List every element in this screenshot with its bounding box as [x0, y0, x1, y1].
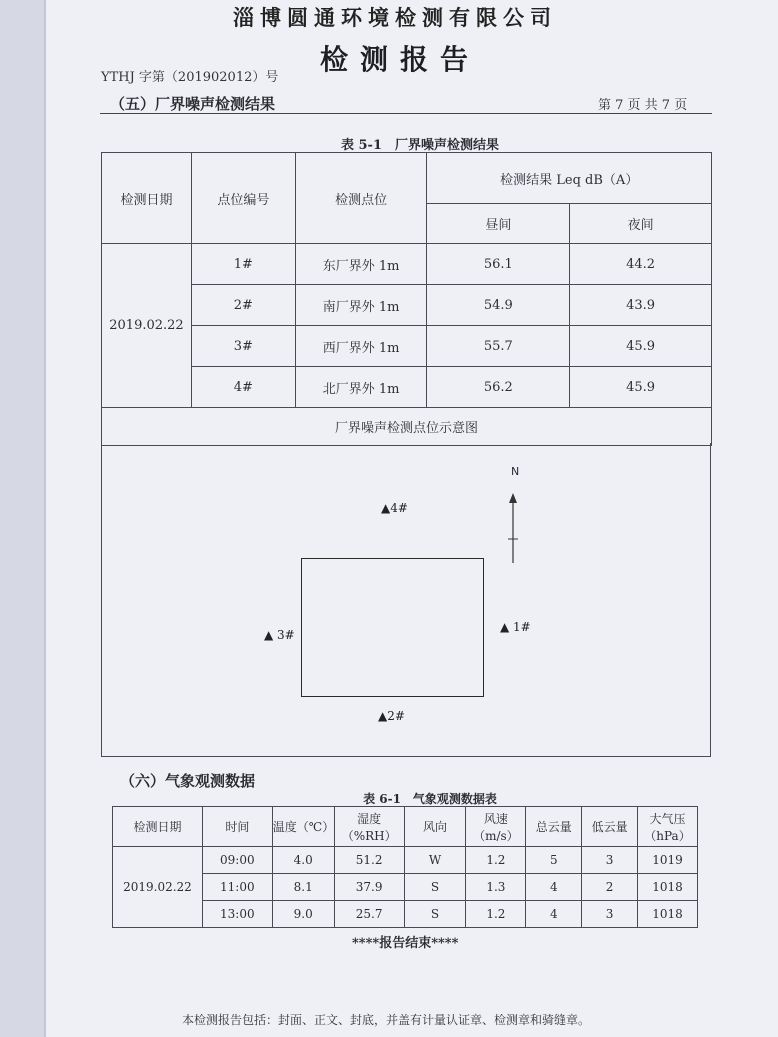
header-rule — [100, 113, 712, 114]
point-2-marker: ▲2# — [378, 709, 405, 723]
section5-heading: （五）厂界噪声检测结果 — [110, 95, 276, 113]
w-total-cloud: 4 — [526, 874, 582, 901]
noise-results-table — [101, 152, 712, 446]
table-row — [113, 847, 698, 874]
w-temp: 4.0 — [272, 847, 334, 874]
table-row — [102, 285, 712, 326]
w-wind-dir: W — [404, 847, 466, 874]
weather-table — [112, 806, 698, 928]
day-value: 56.1 — [427, 244, 570, 285]
w-date: 2019.02.22 — [113, 847, 203, 928]
w-wind-dir: S — [404, 901, 466, 928]
day-value: 55.7 — [427, 326, 570, 367]
header-result: 检测结果 Leq dB（A） — [427, 153, 712, 204]
w-pressure: 1018 — [638, 874, 698, 901]
w-header-time: 时间 — [202, 807, 272, 847]
day-value: 56.2 — [427, 367, 570, 408]
plant-boundary — [301, 558, 484, 697]
table-row — [102, 367, 712, 408]
w-pressure: 1018 — [638, 901, 698, 928]
point-location: 东厂界外 1m — [295, 244, 427, 285]
w-humidity: 25.7 — [334, 901, 404, 928]
header-location: 检测点位 — [295, 153, 427, 244]
measure-date: 2019.02.22 — [102, 244, 192, 408]
day-value: 54.9 — [427, 285, 570, 326]
point-no: 1# — [191, 244, 295, 285]
w-header-wind-speed: 风速（m/s） — [466, 807, 526, 847]
monitoring-point-diagram — [101, 443, 711, 757]
night-value: 44.2 — [570, 244, 712, 285]
point-4-marker: ▲4# — [381, 501, 408, 515]
table5-caption: 表 5-1 厂界噪声检测结果 — [340, 138, 499, 153]
w-humidity: 37.9 — [334, 874, 404, 901]
table-row — [102, 244, 712, 285]
report-footer-note: 本检测报告包括：封面、正文、封底，并盖有计量认证章、检测章和骑缝章。 — [182, 1013, 591, 1027]
report-title: 检测报告 — [319, 43, 480, 76]
w-temp: 9.0 — [272, 901, 334, 928]
w-pressure: 1019 — [638, 847, 698, 874]
point-location: 西厂界外 1m — [295, 326, 427, 367]
w-wind-speed: 1.2 — [466, 847, 526, 874]
w-total-cloud: 4 — [526, 901, 582, 928]
document-number: YTHJ 字第（201902012）号 — [101, 70, 279, 85]
w-time: 13:00 — [202, 901, 272, 928]
point-1-marker: ▲ 1# — [500, 620, 531, 634]
point-location: 北厂界外 1m — [295, 367, 427, 408]
point-location: 南厂界外 1m — [295, 285, 427, 326]
company-name: 淄博圆通环境检测有限公司 — [233, 5, 557, 30]
point-no: 4# — [191, 367, 295, 408]
header-day: 昼间 — [427, 204, 570, 244]
point-no: 3# — [191, 326, 295, 367]
w-total-cloud: 5 — [526, 847, 582, 874]
report-end-mark: ****报告结束**** — [352, 936, 459, 951]
w-header-date: 检测日期 — [113, 807, 203, 847]
diagram-title: 厂界噪声检测点位示意图 — [102, 408, 712, 446]
north-arrow-icon — [506, 493, 520, 565]
w-time: 09:00 — [202, 847, 272, 874]
night-value: 43.9 — [570, 285, 712, 326]
table6-caption: 表 6-1 气象观测数据表 — [363, 792, 497, 806]
header-date: 检测日期 — [102, 153, 192, 244]
w-wind-speed: 1.2 — [466, 901, 526, 928]
w-humidity: 51.2 — [334, 847, 404, 874]
header-point-no: 点位编号 — [191, 153, 295, 244]
w-low-cloud: 3 — [582, 847, 638, 874]
w-time: 11:00 — [202, 874, 272, 901]
point-3-marker: ▲ 3# — [264, 628, 295, 642]
w-header-total-cloud: 总云量 — [526, 807, 582, 847]
night-value: 45.9 — [570, 326, 712, 367]
w-wind-dir: S — [404, 874, 466, 901]
night-value: 45.9 — [570, 367, 712, 408]
w-wind-speed: 1.3 — [466, 874, 526, 901]
w-temp: 8.1 — [272, 874, 334, 901]
section6-heading: （六）气象观测数据 — [120, 772, 256, 790]
w-header-wind-dir: 风向 — [404, 807, 466, 847]
w-header-temp: 温度（℃） — [272, 807, 334, 847]
north-label: N — [511, 465, 520, 478]
header-night: 夜间 — [570, 204, 712, 244]
w-header-pressure: 大气压（hPa） — [638, 807, 698, 847]
table-row — [102, 326, 712, 367]
w-low-cloud: 2 — [582, 874, 638, 901]
w-low-cloud: 3 — [582, 901, 638, 928]
w-header-low-cloud: 低云量 — [582, 807, 638, 847]
w-header-humidity: 湿度（%RH） — [334, 807, 404, 847]
point-no: 2# — [191, 285, 295, 326]
page-number: 第 7 页 共 7 页 — [598, 98, 688, 113]
